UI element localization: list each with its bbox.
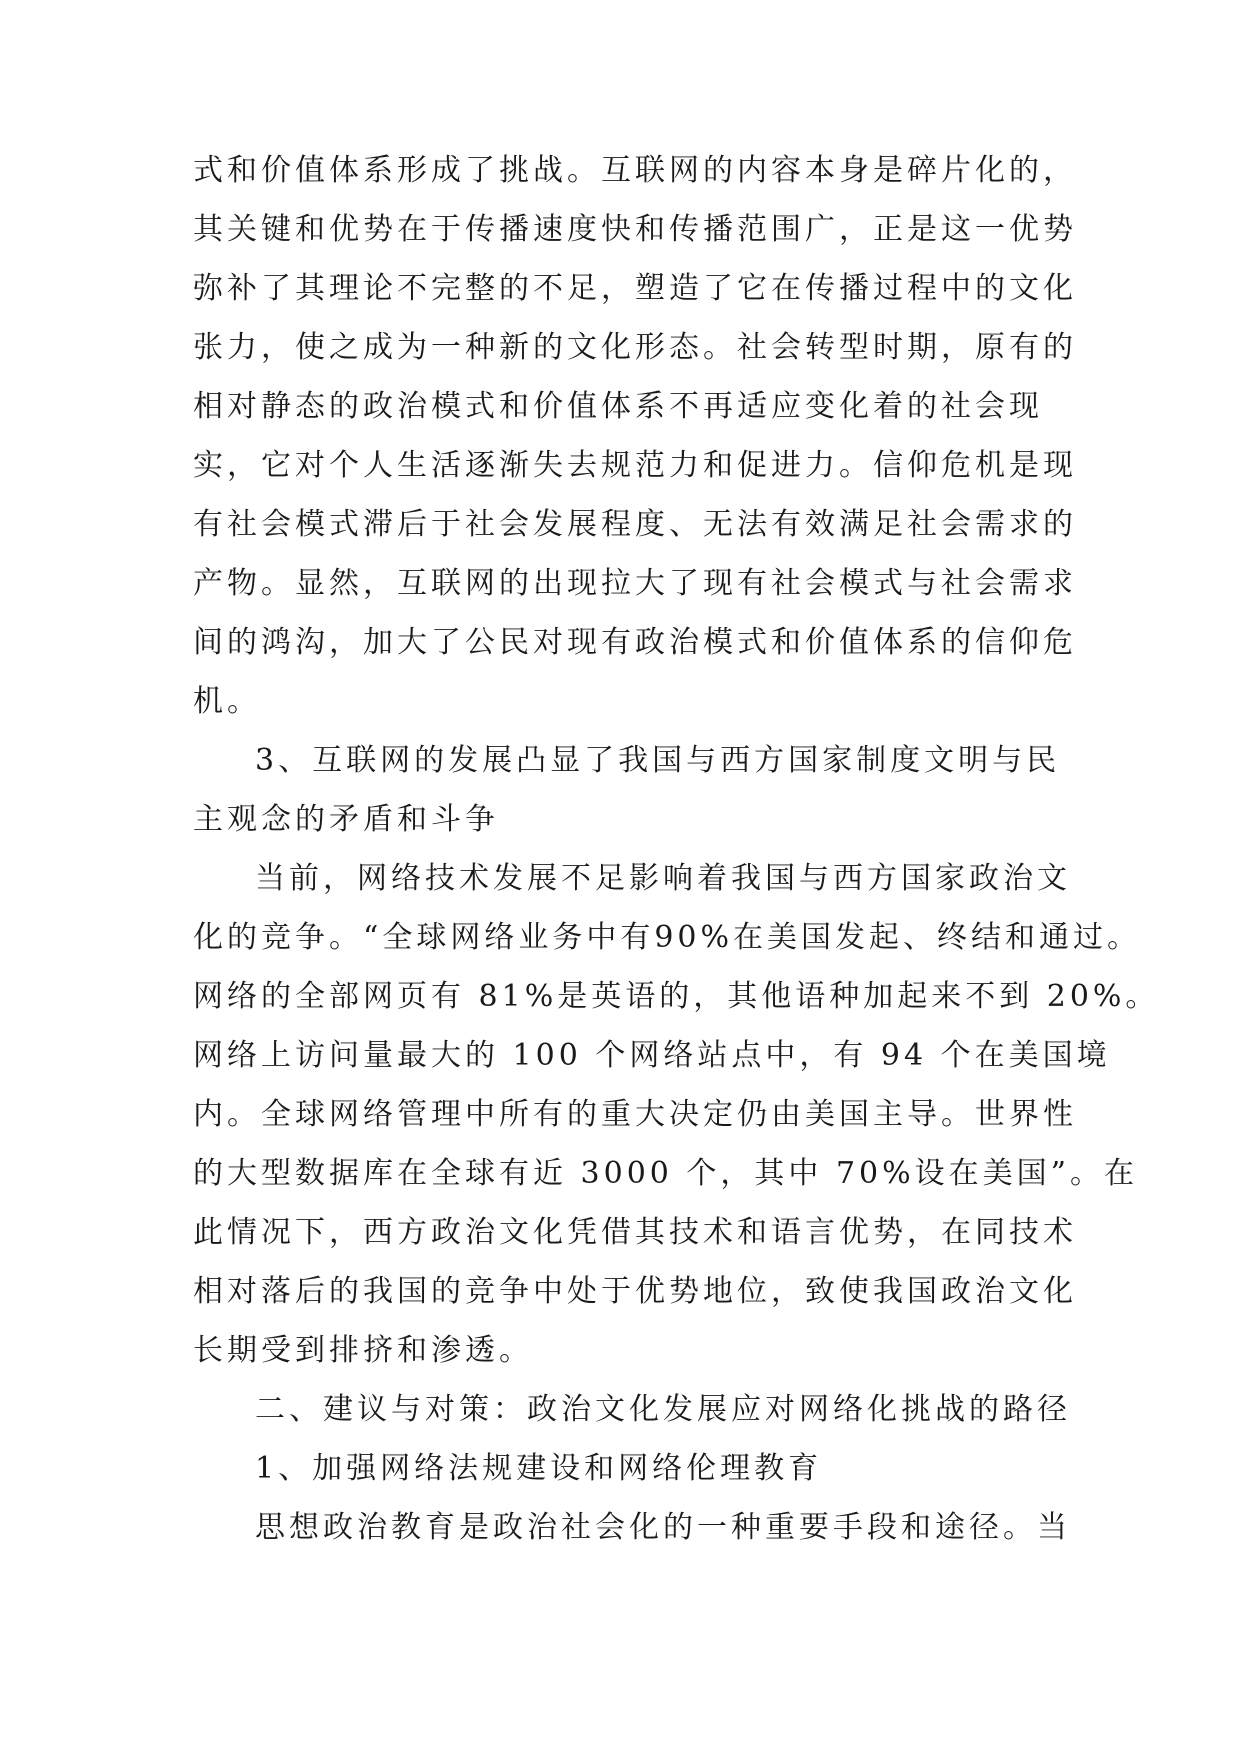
text-line: 其关键和优势在于传播速度快和传播范围广，正是这一优势 xyxy=(193,212,1077,247)
text-line: 内。全球网络管理中所有的重大决定仍由美国主导。世界性 xyxy=(193,1097,1077,1132)
text-line: 当前，网络技术发展不足影响着我国与西方国家政治文 xyxy=(255,861,1071,896)
section-heading: 3、互联网的发展凸显了我国与西方国家制度文明与民 xyxy=(255,743,1061,778)
text-line: 间的鸿沟，加大了公民对现有政治模式和价值体系的信仰危 xyxy=(193,625,1077,660)
section-heading: 1、加强网络法规建设和网络伦理教育 xyxy=(255,1451,823,1486)
text-line: 有社会模式滞后于社会发展程度、无法有效满足社会需求的 xyxy=(193,507,1077,542)
text-line: 相对静态的政治模式和价值体系不再适应变化着的社会现 xyxy=(193,389,1043,424)
text-line: 张力，使之成为一种新的文化形态。社会转型时期，原有的 xyxy=(193,330,1077,365)
section-heading: 二、建议与对策：政治文化发展应对网络化挑战的路径 xyxy=(255,1392,1071,1427)
text-line: 弥补了其理论不完整的不足，塑造了它在传播过程中的文化 xyxy=(193,271,1077,306)
text-line: 网络的全部网页有 81%是英语的，其他语种加起来不到 20%。 xyxy=(193,979,1160,1014)
text-line: 长期受到排挤和渗透。 xyxy=(193,1333,533,1368)
text-line: 产物。显然，互联网的出现拉大了现有社会模式与社会需求 xyxy=(193,566,1077,601)
text-line: 此情况下，西方政治文化凭借其技术和语言优势，在同技术 xyxy=(193,1215,1077,1250)
text-line: 网络上访问量最大的 100 个网络站点中，有 94 个在美国境 xyxy=(193,1038,1111,1073)
section-heading: 主观念的矛盾和斗争 xyxy=(193,802,499,837)
text-line: 机。 xyxy=(193,684,261,719)
text-line: 式和价值体系形成了挑战。互联网的内容本身是碎片化的， xyxy=(193,153,1077,188)
text-line: 的大型数据库在全球有近 3000 个，其中 70%设在美国”。在 xyxy=(193,1156,1138,1191)
text-line: 化的竞争。“全球网络业务中有90%在美国发起、终结和通过。 xyxy=(193,920,1142,955)
text-line: 相对落后的我国的竞争中处于优势地位，致使我国政治文化 xyxy=(193,1274,1077,1309)
text-line: 实，它对个人生活逐渐失去规范力和促进力。信仰危机是现 xyxy=(193,448,1077,483)
text-line: 思想政治教育是政治社会化的一种重要手段和途径。当 xyxy=(255,1510,1071,1545)
